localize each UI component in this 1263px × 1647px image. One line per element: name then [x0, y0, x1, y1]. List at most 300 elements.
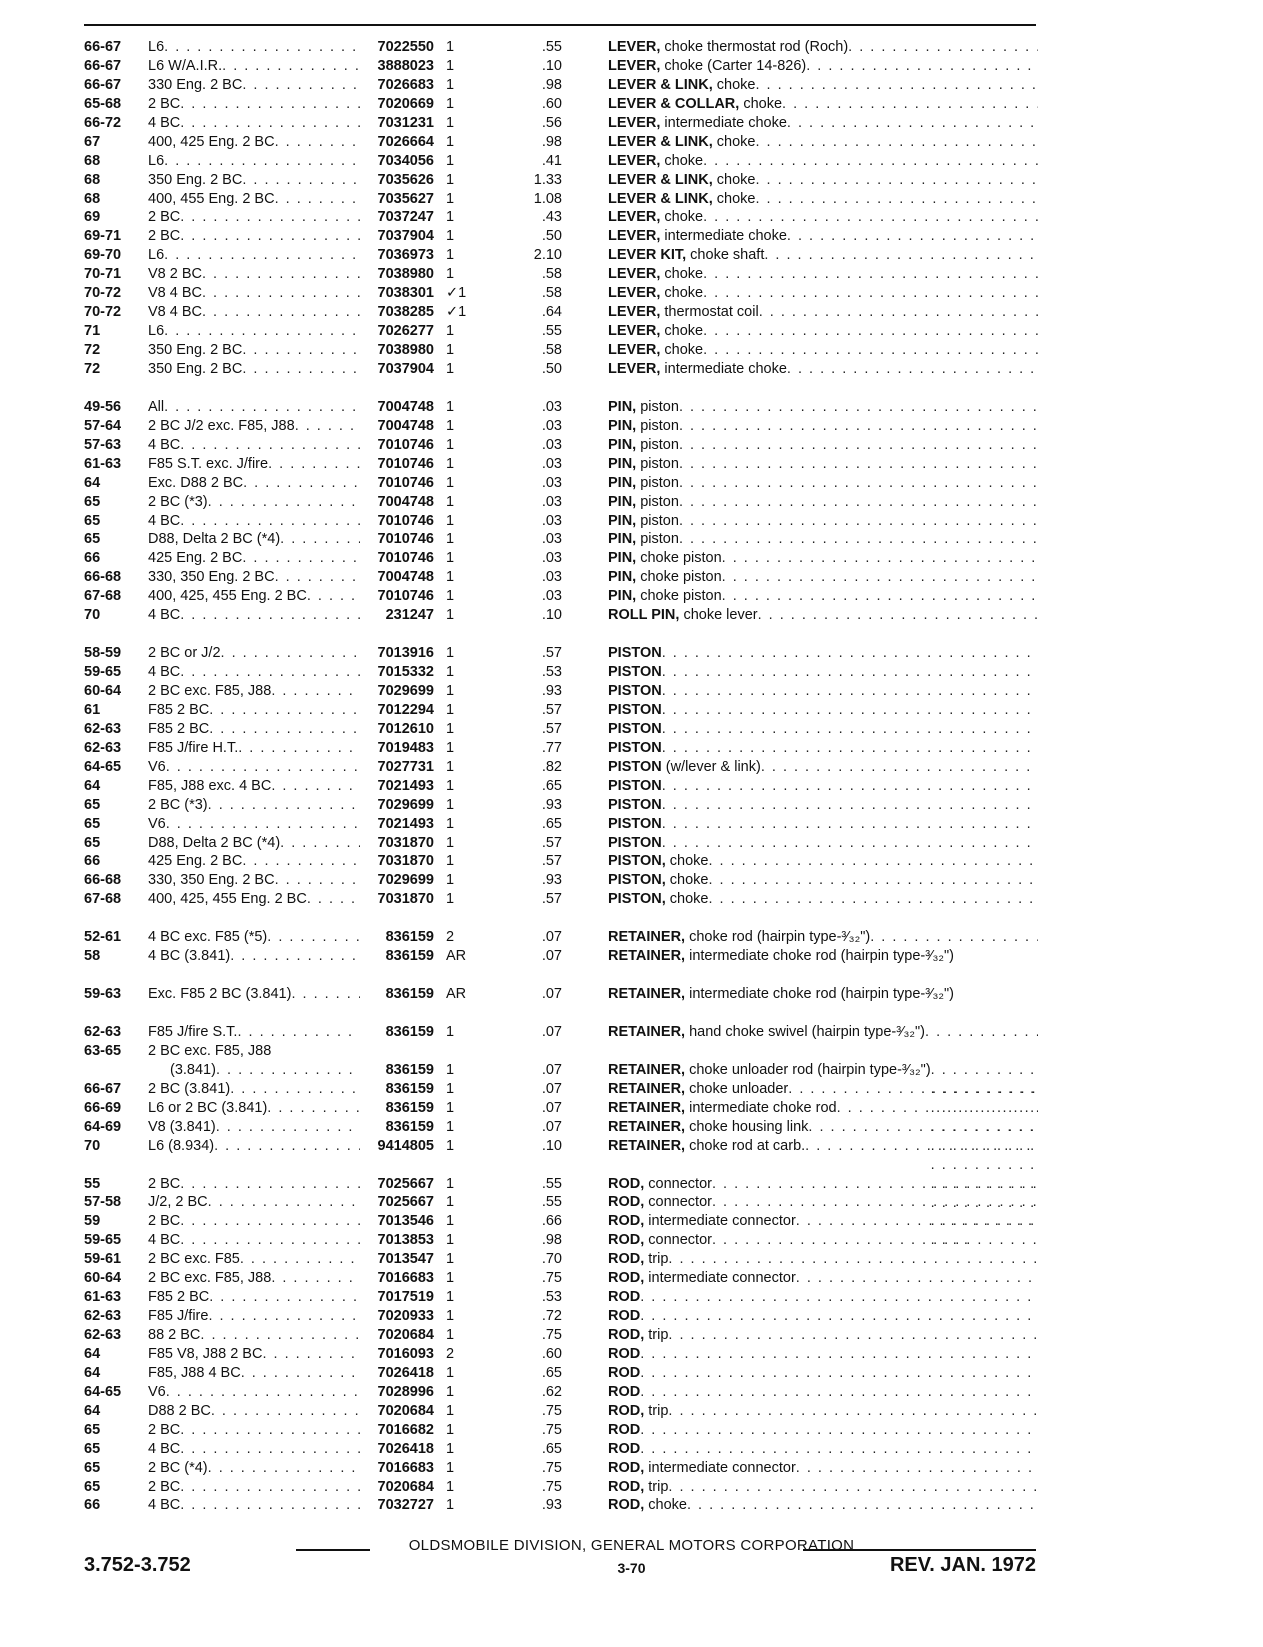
application	[148, 1459, 360, 1478]
application-text: 2 BC exc. F85, J88	[148, 683, 272, 699]
application-text: 2 BC (*3)	[148, 796, 208, 813]
part-number: 7013546	[377, 1213, 434, 1230]
model-years: 66	[84, 550, 101, 567]
application-text: L6	[148, 323, 165, 340]
leader-dots	[668, 1326, 1038, 1345]
application	[148, 1478, 360, 1497]
price: .62	[541, 1383, 562, 1400]
quantity: 1	[446, 95, 455, 112]
price: .60	[541, 1345, 562, 1362]
model-years: 66-67	[84, 76, 122, 93]
part-number: 7010746	[377, 550, 434, 567]
description	[608, 152, 1038, 171]
price: .93	[541, 796, 562, 813]
item-detail: choke	[644, 1497, 687, 1514]
price: .57	[541, 853, 562, 870]
item-detail: intermediate connector	[644, 1459, 796, 1476]
application-text: F85 S.T. exc. J/fire	[148, 455, 269, 472]
part-row	[84, 171, 1036, 190]
part-row	[84, 284, 1036, 303]
part-row	[84, 1080, 1036, 1099]
description	[608, 398, 1038, 417]
part-number: 7025667	[377, 1175, 434, 1192]
description	[608, 114, 1038, 133]
price: .75	[541, 1459, 562, 1476]
item-name: PISTON	[608, 815, 662, 832]
price: .75	[541, 1327, 562, 1344]
item-detail: piston	[636, 398, 679, 415]
quantity: 1	[446, 872, 455, 889]
application-text: V8 4 BC	[148, 304, 202, 321]
item-detail: thermostat coil	[660, 304, 759, 321]
description	[608, 1023, 1038, 1042]
price: .03	[541, 569, 562, 586]
price: 1.33	[533, 171, 562, 188]
application-text: 4 BC	[148, 664, 181, 681]
item-name: LEVER,	[608, 39, 661, 55]
item-detail: choke	[712, 171, 756, 188]
part-row	[84, 1307, 1036, 1326]
part-number: 7012294	[377, 701, 434, 718]
price: .58	[541, 285, 562, 302]
application	[148, 682, 360, 701]
leader-dots	[806, 57, 1038, 76]
application-text: 4 BC	[148, 1232, 181, 1249]
price: .10	[541, 1137, 562, 1154]
part-number: 7016093	[377, 1345, 434, 1362]
application	[148, 76, 360, 95]
part-row	[84, 417, 1036, 436]
price: .07	[541, 929, 562, 946]
part-number: 7016683	[377, 1270, 434, 1287]
leader-dots	[703, 152, 1038, 171]
application-text: 4 BC (3.841)	[148, 948, 231, 965]
group-spacer	[84, 625, 1036, 644]
item-detail: hand choke swivel (hairpin type-³⁄₃₂")	[685, 1023, 926, 1040]
part-number: 836159	[385, 986, 434, 1003]
price: .65	[541, 1364, 562, 1381]
part-row	[84, 663, 1036, 682]
item-detail: (w/lever & link)	[661, 758, 761, 775]
model-years: 70-72	[84, 285, 122, 302]
part-number: 7010746	[377, 474, 434, 491]
quantity: 1	[446, 1459, 455, 1476]
item-name: PISTON	[608, 739, 662, 756]
model-years: 65	[84, 493, 101, 510]
price: .60	[541, 95, 562, 112]
quantity: 1	[446, 190, 455, 207]
item-name: LEVER,	[608, 342, 661, 358]
item-name: RETAINER,	[608, 1061, 686, 1078]
part-row	[84, 1364, 1036, 1383]
leader-dots	[271, 682, 360, 701]
description	[608, 1364, 1038, 1383]
description	[608, 1269, 1038, 1288]
application	[148, 1421, 360, 1440]
leader-dots	[209, 720, 360, 739]
leader-dots	[764, 246, 1038, 265]
quantity: 1	[446, 588, 455, 605]
part-number: 7020684	[377, 1327, 434, 1344]
part-number: 7004748	[377, 569, 434, 586]
leader-dots	[242, 341, 360, 360]
part-row	[84, 322, 1036, 341]
application	[148, 265, 360, 284]
leader-dots	[640, 1440, 1038, 1459]
application	[148, 644, 360, 663]
part-row	[84, 398, 1036, 417]
part-row	[84, 928, 1036, 947]
part-number: 231247	[385, 607, 434, 624]
application	[148, 341, 360, 360]
part-number: 7026683	[377, 76, 434, 93]
leader-dots	[755, 133, 1038, 152]
item-detail: piston	[636, 417, 679, 434]
item-detail: choke	[660, 342, 704, 358]
description	[608, 720, 1038, 739]
leader-dots	[722, 549, 1038, 568]
leader-dots	[237, 1023, 360, 1042]
application	[148, 57, 360, 76]
model-years: 64	[84, 474, 101, 491]
item-name: ROD,	[608, 1402, 645, 1419]
leader-dots	[782, 95, 1038, 114]
part-number: 7029699	[377, 683, 434, 699]
item-name: ROD	[608, 1308, 641, 1325]
item-name: LEVER & LINK,	[608, 190, 713, 207]
part-number: 7020669	[377, 95, 434, 112]
model-years: 65	[84, 815, 101, 832]
leader-dots	[164, 152, 360, 171]
part-row	[84, 947, 1036, 985]
description	[608, 1402, 1038, 1421]
quantity: AR	[446, 948, 467, 965]
application	[148, 1496, 360, 1515]
part-number: 7037904	[377, 228, 434, 245]
application-text: 425 Eng. 2 BC	[148, 853, 243, 870]
leader-dots	[202, 303, 360, 322]
application	[148, 663, 360, 682]
application-text: F85, J88 4 BC	[148, 1364, 241, 1381]
price: .03	[541, 531, 562, 548]
part-row	[84, 530, 1036, 549]
quantity: 1	[446, 171, 455, 188]
item-name: ROD	[608, 1383, 641, 1400]
application-text: 4 BC	[148, 1497, 181, 1514]
leader-dots	[640, 1421, 1038, 1440]
description	[608, 436, 1038, 455]
price: .57	[541, 645, 562, 662]
part-number: 7020684	[377, 1402, 434, 1419]
application-text: 2 BC	[148, 1213, 181, 1230]
leader-dots	[180, 208, 360, 227]
leader-dots	[180, 1496, 360, 1515]
leader-dots	[662, 701, 1038, 720]
part-number: 836159	[385, 929, 434, 946]
leader-dots	[787, 360, 1038, 379]
item-name: RETAINER,	[608, 1118, 686, 1135]
model-years: 65	[84, 512, 101, 529]
quantity: 1	[446, 1364, 455, 1381]
leader-dots	[679, 417, 1038, 436]
item-detail: intermediate connector	[644, 1213, 796, 1230]
application-text: L6 or 2 BC (3.841)	[148, 1099, 268, 1116]
quantity: 1	[446, 360, 455, 377]
item-detail: choke piston	[636, 550, 722, 567]
leader-dots	[180, 606, 360, 625]
description	[608, 1383, 1038, 1402]
model-years: 71	[84, 323, 101, 340]
item-detail: choke	[665, 891, 709, 908]
model-years: 65-68	[84, 95, 122, 112]
application	[148, 1080, 360, 1099]
item-name: PISTON	[608, 645, 662, 662]
part-row	[84, 852, 1036, 871]
leader-dots	[216, 1118, 360, 1137]
price: .98	[541, 76, 562, 93]
item-detail: choke thermostat rod (Roch)	[660, 39, 849, 55]
leader-dots	[211, 1402, 360, 1421]
quantity: 1	[446, 1232, 455, 1249]
item-detail: choke	[660, 209, 704, 226]
quantity: 1	[446, 323, 455, 340]
application	[148, 190, 360, 209]
item-name: PIN,	[608, 474, 637, 491]
application-text: F85 J/fire H.T.	[148, 739, 239, 756]
model-years: 59	[84, 1213, 101, 1230]
item-name: LEVER,	[608, 323, 661, 340]
item-name: ROD,	[608, 1251, 645, 1268]
leader-dots	[180, 1440, 360, 1459]
quantity: 1	[446, 228, 455, 245]
application	[148, 1175, 360, 1194]
application-text: 2 BC	[148, 1421, 181, 1438]
leader-dots	[722, 568, 1038, 587]
part-row	[84, 208, 1036, 227]
price: .03	[541, 588, 562, 605]
application-text: L6 (8.934)	[148, 1137, 215, 1154]
part-number: 7013547	[377, 1251, 434, 1268]
item-detail: choke rod at carb.	[685, 1137, 806, 1154]
model-years: 65	[84, 796, 101, 813]
application	[148, 455, 360, 474]
description	[608, 549, 1038, 568]
price: .57	[541, 701, 562, 718]
item-name: ROD	[608, 1345, 641, 1362]
application	[148, 1326, 360, 1345]
top-rule	[84, 24, 1036, 26]
part-row	[84, 1496, 1036, 1515]
application	[148, 587, 360, 606]
application	[148, 1250, 360, 1269]
price: .07	[541, 1099, 562, 1116]
item-detail: choke lever	[679, 607, 758, 624]
leader-dots	[837, 1099, 1038, 1118]
description	[608, 76, 1038, 95]
quantity: 1	[446, 474, 455, 491]
leader-dots	[712, 1175, 1038, 1194]
item-detail: choke	[660, 285, 704, 302]
model-years: 69	[84, 209, 101, 226]
part-number: 7026277	[377, 323, 434, 340]
quantity: 1	[446, 1421, 455, 1438]
item-name: ROD	[608, 1364, 641, 1381]
leader-dots	[262, 1345, 360, 1364]
part-number: 7013853	[377, 1232, 434, 1249]
price: .98	[541, 133, 562, 150]
leader-dots	[230, 1080, 360, 1099]
item-detail: piston	[636, 493, 679, 510]
application-text: 2 BC exc. F85, J88	[148, 1270, 272, 1287]
quantity: 1	[446, 1023, 455, 1040]
part-number: 7037247	[377, 209, 434, 226]
item-name: ROLL PIN,	[608, 607, 680, 624]
price: .93	[541, 683, 562, 699]
price: .65	[541, 777, 562, 794]
model-years: 62-63	[84, 1023, 122, 1040]
application-text: 2 BC	[148, 1175, 181, 1192]
part-number: 7037904	[377, 360, 434, 377]
part-number: 7028996	[377, 1383, 434, 1400]
part-number: 836159	[385, 1061, 434, 1078]
application-text: D88, Delta 2 BC (*4)	[148, 531, 281, 548]
application-line2	[148, 1061, 360, 1080]
part-row	[84, 606, 1036, 625]
leader-dots	[180, 114, 360, 133]
leader-dots	[755, 76, 1038, 95]
item-detail: intermediate choke	[660, 360, 787, 377]
description	[608, 227, 1038, 246]
quantity: 1	[446, 758, 455, 775]
model-years: 68	[84, 171, 101, 188]
part-number: 7027731	[377, 758, 434, 775]
quantity: 1	[446, 1080, 455, 1097]
part-row	[84, 985, 1036, 1023]
description	[608, 1231, 1038, 1250]
part-number: 7016682	[377, 1421, 434, 1438]
leader-dots	[164, 322, 360, 341]
part-row	[84, 682, 1036, 701]
description	[608, 606, 1038, 625]
price: .66	[541, 1213, 562, 1230]
part-row	[84, 1137, 1036, 1156]
model-years: 62-63	[84, 739, 122, 756]
leader-dots	[679, 530, 1038, 549]
price: .58	[541, 266, 562, 283]
application	[148, 360, 360, 379]
application-text: 400, 425, 455 Eng. 2 BC	[148, 891, 307, 908]
description	[608, 928, 1038, 947]
application-text: 400, 425 Eng. 2 BC	[148, 133, 275, 150]
leader-dots	[668, 1402, 1038, 1421]
quantity: 1	[446, 550, 455, 567]
application-text: J/2, 2 BC	[148, 1194, 208, 1211]
part-row	[84, 815, 1036, 834]
leader-dots	[679, 493, 1038, 512]
part-row	[84, 360, 1036, 379]
part-number: 7016683	[377, 1459, 434, 1476]
model-years: 72	[84, 360, 101, 377]
application	[148, 152, 360, 171]
item-detail: choke rod (hairpin type-³⁄₃₂")	[685, 929, 871, 946]
part-row	[84, 1421, 1036, 1440]
part-number: 7010746	[377, 512, 434, 529]
leader-dots	[662, 682, 1038, 701]
model-years: 65	[84, 1459, 101, 1476]
part-number: 7034056	[377, 152, 434, 169]
description	[608, 890, 1038, 909]
part-row	[84, 834, 1036, 853]
application-text: 330, 350 Eng. 2 BC	[148, 872, 275, 889]
leader-dots	[640, 1364, 1038, 1383]
item-name: LEVER,	[608, 228, 661, 245]
model-years: 68	[84, 152, 101, 169]
quantity: 1	[446, 1251, 455, 1268]
application	[148, 1099, 360, 1118]
leader-dots	[679, 455, 1038, 474]
part-number: 7032727	[377, 1497, 434, 1514]
leader-dots	[275, 871, 360, 890]
leader-dots	[708, 871, 1038, 890]
quantity: 1	[446, 1308, 455, 1325]
application-text: F85 V8, J88 2 BC	[148, 1345, 263, 1362]
part-number: 7038980	[377, 266, 434, 283]
part-number: 7019483	[377, 739, 434, 756]
model-years: 70-71	[84, 266, 122, 283]
description	[608, 1118, 1038, 1137]
price: .98	[541, 1232, 562, 1249]
application	[148, 474, 360, 493]
application	[148, 114, 360, 133]
leader-dots	[755, 171, 1038, 190]
price: .82	[541, 758, 562, 775]
part-number: 7010746	[377, 588, 434, 605]
model-years: 69-70	[84, 247, 122, 264]
item-name: PIN,	[608, 550, 637, 567]
item-name: PIN,	[608, 512, 637, 529]
leader-dots	[180, 663, 360, 682]
leader-dots	[280, 834, 360, 853]
leader-dots	[242, 852, 360, 871]
item-name: LEVER,	[608, 285, 661, 302]
price: .03	[541, 398, 562, 415]
description	[608, 739, 1038, 758]
leader-dots	[662, 663, 1038, 682]
quantity: 1	[446, 133, 455, 150]
application	[148, 871, 360, 890]
application-text: 400, 455 Eng. 2 BC	[148, 190, 275, 207]
quantity: 1	[446, 57, 455, 74]
part-row	[84, 1250, 1036, 1269]
item-name: PISTON,	[608, 891, 666, 908]
model-years: 72	[84, 342, 101, 358]
application-text: F85, J88 exc. 4 BC	[148, 777, 272, 794]
part-number: 7010746	[377, 455, 434, 472]
application	[148, 1212, 360, 1231]
leader-dots	[668, 1250, 1038, 1269]
description	[608, 1080, 1038, 1099]
application	[148, 1193, 360, 1212]
part-number: 7013916	[377, 645, 434, 662]
item-detail: piston	[636, 531, 679, 548]
application	[148, 493, 360, 512]
application	[148, 417, 360, 436]
leader-dots	[180, 1478, 360, 1497]
application-text: 425 Eng. 2 BC	[148, 550, 243, 567]
leader-dots	[180, 1421, 360, 1440]
quantity: 1	[446, 114, 455, 131]
description	[608, 1137, 1038, 1156]
